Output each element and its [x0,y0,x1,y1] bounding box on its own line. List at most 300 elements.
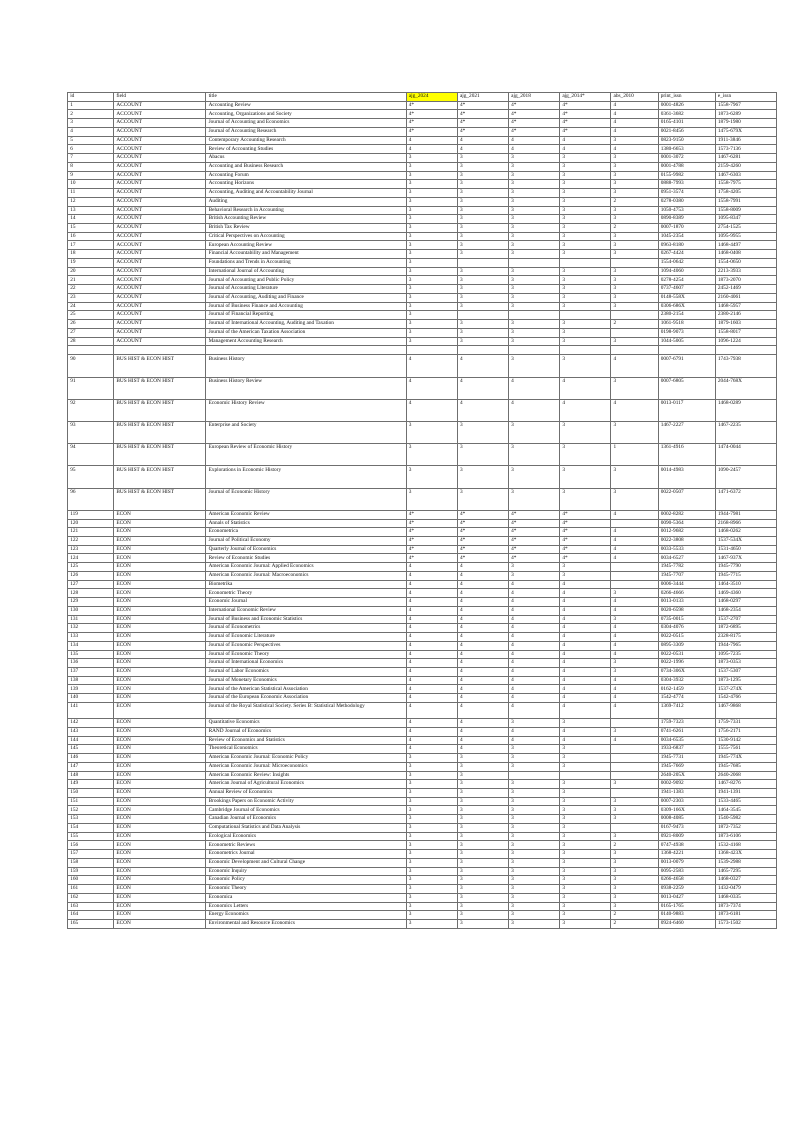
cell-abs-2010[interactable]: 2 [611,320,658,329]
cell-ajg-2024[interactable]: 3 [406,337,457,346]
cell-title[interactable]: Journal of International Accounting, Auditing and Taxation [206,320,406,329]
cell-ajg-2021[interactable]: 4* [457,101,508,110]
cell-abs-2010[interactable]: 3 [611,727,658,736]
cell-id[interactable]: 132 [68,624,114,633]
cell-id[interactable]: 141 [68,702,114,718]
cell-ajg-2024[interactable]: 4* [406,519,457,528]
cell-field[interactable]: ECON [114,589,206,598]
cell-print-issn[interactable]: 0888-7993 [658,180,715,189]
cell-ajg-2018[interactable]: 4* [508,119,559,128]
cell-abs-2010[interactable] [611,823,658,832]
cell-ajg-2024[interactable]: 4* [406,127,457,136]
cell-ajg-2021[interactable]: 3 [457,154,508,163]
cell-ajg-2024[interactable]: 4 [406,377,457,399]
cell-ajg-2014[interactable]: 3 [560,162,611,171]
cell-e-issn[interactable]: 1873-1295 [715,676,776,685]
cell-ajg-2018[interactable]: 3 [508,719,559,728]
cell-abs-2010[interactable]: 3 [611,806,658,815]
cell-print-issn[interactable]: 1759-7323 [658,719,715,728]
cell-ajg-2024[interactable]: 4 [406,355,457,377]
cell-e-issn[interactable]: 1468-0327 [715,876,776,885]
cell-id[interactable]: 130 [68,606,114,615]
table-row[interactable] [68,633,777,642]
cell-ajg-2014[interactable]: 4* [560,101,611,110]
cell-ajg-2021[interactable]: 4 [457,650,508,659]
cell-ajg-2014[interactable]: 3 [560,189,611,198]
cell-field[interactable]: ACCOUNT [114,162,206,171]
cell-id[interactable]: 157 [68,850,114,859]
cell-ajg-2014[interactable]: 3 [560,789,611,798]
cell-ajg-2021[interactable]: 4 [457,377,508,399]
cell-ajg-2021[interactable]: 4* [457,528,508,537]
cell-id[interactable]: 164 [68,911,114,920]
cell-e-issn[interactable]: 2168-8966 [715,519,776,528]
table-spacer-row[interactable] [68,346,777,355]
cell-id[interactable]: 133 [68,633,114,642]
cell-print-issn[interactable]: 0267-4424 [658,250,715,259]
cell-ajg-2018[interactable]: 4 [508,598,559,607]
cell-field[interactable]: ACCOUNT [114,285,206,294]
cell-e-issn[interactable]: 1944-7965 [715,641,776,650]
cell-ajg-2014[interactable]: 4* [560,519,611,528]
cell-ajg-2021[interactable]: 3 [457,320,508,329]
cell-ajg-2018[interactable]: 4 [508,650,559,659]
cell-field[interactable]: ACCOUNT [114,276,206,285]
cell-print-issn[interactable]: 0309-166X [658,806,715,815]
cell-field[interactable]: BUS HIST & ECON HIST [114,422,206,444]
table-row[interactable] [68,902,777,911]
cell-ajg-2018[interactable]: 3 [508,267,559,276]
cell-ajg-2021[interactable]: 3 [457,422,508,444]
cell-ajg-2021[interactable] [457,258,508,267]
column-header-ajg-2024[interactable]: ajg_2024 [406,93,457,102]
cell-print-issn[interactable]: 0266-4666 [658,589,715,598]
cell-id[interactable]: 124 [68,554,114,563]
table-row[interactable] [68,285,777,294]
cell-ajg-2024[interactable]: 3 [406,267,457,276]
cell-print-issn[interactable]: 0007-6791 [658,355,715,377]
cell-ajg-2024[interactable]: 4* [406,510,457,519]
cell-field[interactable]: ECON [114,719,206,728]
cell-abs-2010[interactable] [611,346,658,355]
cell-ajg-2018[interactable]: 3 [508,571,559,580]
cell-print-issn[interactable]: 1094-4060 [658,267,715,276]
cell-title[interactable]: Accounting Horizons [206,180,406,189]
cell-e-issn[interactable]: 1879-1980 [715,119,776,128]
table-row[interactable] [68,858,777,867]
cell-field[interactable]: ECON [114,510,206,519]
cell-abs-2010[interactable]: 3 [611,276,658,285]
cell-ajg-2014[interactable] [560,258,611,267]
cell-ajg-2024[interactable]: 4 [406,606,457,615]
cell-ajg-2014[interactable]: 3 [560,893,611,902]
cell-ajg-2021[interactable]: 3 [457,250,508,259]
cell-ajg-2024[interactable]: 3 [406,232,457,241]
cell-ajg-2014[interactable]: 3 [560,806,611,815]
cell-e-issn[interactable]: 1554-0650 [715,258,776,267]
cell-title[interactable]: Abacus [206,154,406,163]
cell-ajg-2021[interactable]: 3 [457,806,508,815]
table-row[interactable] [68,488,777,510]
cell-ajg-2024[interactable]: 3 [406,328,457,337]
cell-title[interactable]: Behavioral Research in Accounting [206,206,406,215]
cell-e-issn[interactable]: 1945-7715 [715,571,776,580]
cell-print-issn[interactable] [658,346,715,355]
cell-print-issn[interactable]: 0278-0380 [658,197,715,206]
cell-abs-2010[interactable]: 4 [611,676,658,685]
cell-ajg-2024[interactable]: 3 [406,797,457,806]
table-row[interactable] [68,598,777,607]
cell-e-issn[interactable]: 1873-6106 [715,832,776,841]
cell-e-issn[interactable]: 1539-2988 [715,858,776,867]
cell-e-issn[interactable]: 1467-6303 [715,171,776,180]
cell-abs-2010[interactable] [611,311,658,320]
cell-abs-2010[interactable]: 3 [611,162,658,171]
cell-title[interactable]: Economic Inquiry [206,867,406,876]
cell-e-issn[interactable]: 1530-9142 [715,736,776,745]
cell-ajg-2024[interactable]: 3 [406,154,457,163]
cell-abs-2010[interactable]: 3 [611,232,658,241]
cell-ajg-2018[interactable]: 4 [508,580,559,589]
cell-ajg-2014[interactable]: 3 [560,780,611,789]
cell-id[interactable]: 24 [68,302,114,311]
cell-id[interactable]: 127 [68,580,114,589]
cell-print-issn[interactable]: 0022-1996 [658,659,715,668]
cell-id[interactable]: 135 [68,650,114,659]
cell-ajg-2014[interactable]: 4 [560,633,611,642]
cell-ajg-2014[interactable]: 3 [560,241,611,250]
cell-ajg-2021[interactable]: 4 [457,719,508,728]
cell-ajg-2024[interactable]: 4 [406,745,457,754]
cell-e-issn[interactable]: 1095-7235 [715,650,776,659]
cell-ajg-2021[interactable]: 3 [457,911,508,920]
cell-print-issn[interactable]: 1050-4753 [658,206,715,215]
cell-ajg-2024[interactable]: 3 [406,241,457,250]
cell-print-issn[interactable]: 0266-4658 [658,876,715,885]
cell-ajg-2014[interactable]: 3 [560,754,611,763]
cell-abs-2010[interactable]: 4 [611,119,658,128]
cell-print-issn[interactable]: 0140-9883 [658,911,715,920]
cell-id[interactable]: 149 [68,780,114,789]
cell-title[interactable]: Canadian Journal of Economics [206,815,406,824]
cell-ajg-2018[interactable]: 4* [508,537,559,546]
cell-title[interactable]: Journal of Business and Economic Statistics [206,615,406,624]
cell-ajg-2021[interactable]: 4 [457,355,508,377]
cell-ajg-2018[interactable]: 4* [508,101,559,110]
cell-title[interactable]: Accounting, Auditing and Accountability Journal [206,189,406,198]
cell-ajg-2024[interactable]: 4 [406,736,457,745]
cell-ajg-2018[interactable]: 3 [508,745,559,754]
cell-ajg-2014[interactable]: 4* [560,127,611,136]
cell-abs-2010[interactable]: 4 [611,554,658,563]
cell-print-issn[interactable]: 0001-3072 [658,154,715,163]
cell-title[interactable]: American Journal of Agricultural Economics [206,780,406,789]
cell-ajg-2018[interactable]: 3 [508,850,559,859]
cell-id[interactable]: 10 [68,180,114,189]
table-row[interactable] [68,641,777,650]
cell-field[interactable]: ECON [114,659,206,668]
cell-ajg-2014[interactable]: 4* [560,554,611,563]
cell-e-issn[interactable]: 1464-3545 [715,806,776,815]
cell-e-issn[interactable]: 1558-7991 [715,197,776,206]
cell-ajg-2024[interactable]: 3 [406,754,457,763]
cell-abs-2010[interactable]: 4 [611,355,658,377]
cell-e-issn[interactable]: 1758-4205 [715,189,776,198]
cell-ajg-2024[interactable]: 3 [406,920,457,929]
cell-id[interactable]: 8 [68,162,114,171]
cell-e-issn[interactable]: 1537-2707 [715,615,776,624]
cell-e-issn[interactable]: 1475-679X [715,127,776,136]
table-row[interactable] [68,293,777,302]
cell-field[interactable]: ACCOUNT [114,224,206,233]
cell-ajg-2018[interactable]: 4* [508,510,559,519]
table-row[interactable] [68,328,777,337]
cell-ajg-2014[interactable]: 3 [560,180,611,189]
table-row[interactable] [68,762,777,771]
cell-ajg-2014[interactable]: 4 [560,399,611,421]
cell-e-issn[interactable]: 1555-7561 [715,745,776,754]
cell-title[interactable]: International Economic Review [206,606,406,615]
cell-title[interactable]: Econometrica [206,528,406,537]
cell-id[interactable]: 23 [68,293,114,302]
cell-id[interactable]: 96 [68,488,114,510]
cell-ajg-2024[interactable]: 4 [406,589,457,598]
cell-id[interactable]: 13 [68,206,114,215]
cell-print-issn[interactable]: 0022-0515 [658,633,715,642]
table-row[interactable] [68,189,777,198]
cell-print-issn[interactable]: 0034-6527 [658,554,715,563]
cell-field[interactable]: ACCOUNT [114,180,206,189]
cell-id[interactable]: 143 [68,727,114,736]
table-row[interactable] [68,789,777,798]
cell-ajg-2024[interactable]: 4 [406,659,457,668]
cell-ajg-2021[interactable]: 3 [457,815,508,824]
cell-print-issn[interactable]: 0306-686X [658,302,715,311]
cell-e-issn[interactable]: 2044-768X [715,377,776,399]
cell-field[interactable]: ACCOUNT [114,302,206,311]
cell-ajg-2021[interactable]: 3 [457,893,508,902]
cell-abs-2010[interactable]: 3 [611,136,658,145]
cell-e-issn[interactable]: 1759-7331 [715,719,776,728]
cell-id[interactable]: 129 [68,598,114,607]
cell-ajg-2018[interactable]: 3 [508,832,559,841]
cell-ajg-2024[interactable]: 3 [406,258,457,267]
cell-ajg-2014[interactable]: 4 [560,589,611,598]
cell-ajg-2021[interactable]: 4* [457,545,508,554]
cell-ajg-2021[interactable]: 4 [457,702,508,718]
cell-ajg-2021[interactable]: 3 [457,797,508,806]
cell-id[interactable]: 165 [68,920,114,929]
cell-ajg-2018[interactable]: 3 [508,197,559,206]
cell-ajg-2024[interactable]: 3 [406,780,457,789]
cell-ajg-2021[interactable]: 3 [457,841,508,850]
cell-ajg-2021[interactable]: 4 [457,685,508,694]
cell-ajg-2014[interactable]: 4 [560,694,611,703]
cell-e-issn[interactable]: 1558-8009 [715,206,776,215]
cell-e-issn[interactable]: 1467-8276 [715,780,776,789]
cell-id[interactable]: 14 [68,215,114,224]
table-row[interactable] [68,267,777,276]
cell-field[interactable]: ECON [114,754,206,763]
cell-abs-2010[interactable]: 3 [611,893,658,902]
cell-e-issn[interactable]: 1873-0353 [715,659,776,668]
cell-title[interactable]: Theoretical Economics [206,745,406,754]
cell-title[interactable]: Explorations in Economic History [206,466,406,488]
cell-abs-2010[interactable] [611,762,658,771]
cell-abs-2010[interactable] [611,719,658,728]
cell-title[interactable] [206,346,406,355]
cell-title[interactable]: Quantitative Economics [206,719,406,728]
cell-id[interactable]: 122 [68,537,114,546]
cell-ajg-2021[interactable]: 3 [457,197,508,206]
cell-field[interactable]: ECON [114,528,206,537]
cell-print-issn[interactable]: 0162-1459 [658,685,715,694]
cell-e-issn[interactable]: 1873-2070 [715,276,776,285]
cell-title[interactable]: Journal of the American Statistical Association [206,685,406,694]
cell-print-issn[interactable]: 0007-2303 [658,797,715,806]
cell-title[interactable]: Econometric Reviews [206,841,406,850]
cell-title[interactable]: American Economic Journal: Macroeconomics [206,571,406,580]
cell-field[interactable]: ACCOUNT [114,197,206,206]
cell-ajg-2021[interactable]: 3 [457,762,508,771]
cell-ajg-2021[interactable]: 4 [457,668,508,677]
cell-title[interactable]: Journal of Econometrics [206,624,406,633]
cell-ajg-2018[interactable]: 3 [508,780,559,789]
cell-ajg-2024[interactable]: 3 [406,488,457,510]
cell-ajg-2014[interactable]: 4 [560,727,611,736]
cell-print-issn[interactable]: 0741-6261 [658,727,715,736]
cell-e-issn[interactable]: 2380-2146 [715,311,776,320]
cell-title[interactable]: Enterprise and Society [206,422,406,444]
cell-ajg-2021[interactable]: 4 [457,615,508,624]
cell-field[interactable]: ACCOUNT [114,206,206,215]
cell-print-issn[interactable]: 0951-3574 [658,189,715,198]
cell-e-issn[interactable]: 1558-7967 [715,101,776,110]
cell-ajg-2021[interactable]: 3 [457,902,508,911]
cell-field[interactable]: ACCOUNT [114,267,206,276]
cell-ajg-2021[interactable]: 3 [457,920,508,929]
cell-e-issn[interactable]: 2452-1469 [715,285,776,294]
cell-ajg-2018[interactable]: 3 [508,224,559,233]
cell-abs-2010[interactable]: 3 [611,189,658,198]
cell-ajg-2024[interactable]: 3 [406,771,457,780]
cell-title[interactable]: Economic Journal [206,598,406,607]
cell-ajg-2021[interactable]: 3 [457,171,508,180]
cell-title[interactable]: Accounting Forum [206,171,406,180]
cell-title[interactable]: Journal of the American Taxation Association [206,328,406,337]
cell-print-issn[interactable]: 1361-4916 [658,444,715,466]
cell-abs-2010[interactable]: 3 [611,215,658,224]
cell-field[interactable]: ECON [114,554,206,563]
cell-field[interactable]: ACCOUNT [114,311,206,320]
cell-print-issn[interactable]: 0155-9982 [658,171,715,180]
cell-field[interactable]: BUS HIST & ECON HIST [114,466,206,488]
cell-ajg-2024[interactable]: 4* [406,528,457,537]
cell-ajg-2018[interactable]: 4 [508,589,559,598]
cell-ajg-2024[interactable]: 4 [406,399,457,421]
cell-ajg-2021[interactable]: 4 [457,676,508,685]
cell-abs-2010[interactable]: 3 [611,293,658,302]
cell-print-issn[interactable]: 0033-5533 [658,545,715,554]
table-row[interactable] [68,771,777,780]
table-row[interactable] [68,537,777,546]
cell-ajg-2014[interactable] [560,771,611,780]
cell-ajg-2021[interactable]: 4 [457,633,508,642]
cell-ajg-2024[interactable]: 3 [406,466,457,488]
cell-abs-2010[interactable]: 3 [611,876,658,885]
cell-ajg-2021[interactable]: 4* [457,119,508,128]
table-row[interactable] [68,206,777,215]
cell-title[interactable]: Journal of the Royal Statistical Society. Series B: Statistical Methodology [206,702,406,718]
cell-id[interactable]: 119 [68,510,114,519]
cell-abs-2010[interactable]: 1 [611,444,658,466]
cell-id[interactable]: 156 [68,841,114,850]
cell-id[interactable]: 163 [68,902,114,911]
cell-ajg-2014[interactable]: 3 [560,797,611,806]
table-row[interactable] [68,780,777,789]
cell-title[interactable]: Journal of Political Economy [206,537,406,546]
table-row[interactable] [68,276,777,285]
cell-ajg-2014[interactable]: 3 [560,215,611,224]
cell-ajg-2021[interactable]: 3 [457,823,508,832]
cell-ajg-2014[interactable]: 4 [560,145,611,154]
cell-ajg-2021[interactable]: 3 [457,328,508,337]
cell-field[interactable]: BUS HIST & ECON HIST [114,399,206,421]
table-row[interactable] [68,554,777,563]
cell-ajg-2018[interactable]: 3 [508,355,559,377]
cell-ajg-2018[interactable]: 4 [508,668,559,677]
cell-ajg-2018[interactable]: 3 [508,276,559,285]
cell-field[interactable]: ACCOUNT [114,293,206,302]
cell-e-issn[interactable]: 1467-937X [715,554,776,563]
cell-ajg-2018[interactable]: 4 [508,377,559,399]
cell-ajg-2014[interactable]: 3 [560,902,611,911]
cell-abs-2010[interactable]: 3 [611,267,658,276]
cell-e-issn[interactable]: 1872-6895 [715,624,776,633]
cell-field[interactable]: ACCOUNT [114,320,206,329]
cell-field[interactable]: ECON [114,694,206,703]
cell-field[interactable]: ECON [114,727,206,736]
cell-print-issn[interactable]: 0007-1870 [658,224,715,233]
cell-e-issn[interactable]: 1558-7975 [715,180,776,189]
cell-e-issn[interactable]: 1468-0262 [715,528,776,537]
cell-field[interactable]: ECON [114,806,206,815]
cell-title[interactable]: Journal of Financial Reporting [206,311,406,320]
table-row[interactable] [68,920,777,929]
table-row[interactable] [68,580,777,589]
cell-abs-2010[interactable]: 3 [611,337,658,346]
cell-abs-2010[interactable]: 2 [611,841,658,850]
cell-e-issn[interactable]: 1468-4497 [715,241,776,250]
cell-ajg-2021[interactable]: 3 [457,162,508,171]
cell-ajg-2014[interactable]: 4* [560,545,611,554]
cell-abs-2010[interactable] [611,771,658,780]
cell-id[interactable]: 16 [68,232,114,241]
cell-print-issn[interactable]: 0020-6598 [658,606,715,615]
cell-ajg-2024[interactable]: 4 [406,580,457,589]
cell-ajg-2018[interactable]: 4* [508,519,559,528]
cell-ajg-2018[interactable]: 3 [508,841,559,850]
cell-ajg-2024[interactable]: 4 [406,650,457,659]
cell-ajg-2014[interactable]: 4* [560,119,611,128]
cell-ajg-2018[interactable]: 3 [508,180,559,189]
cell-field[interactable]: ECON [114,571,206,580]
cell-e-issn[interactable]: 1537-5307 [715,668,776,677]
cell-field[interactable]: ECON [114,832,206,841]
cell-field[interactable]: ACCOUNT [114,215,206,224]
cell-field[interactable]: ACCOUNT [114,119,206,128]
cell-print-issn[interactable]: 1044-5005 [658,337,715,346]
